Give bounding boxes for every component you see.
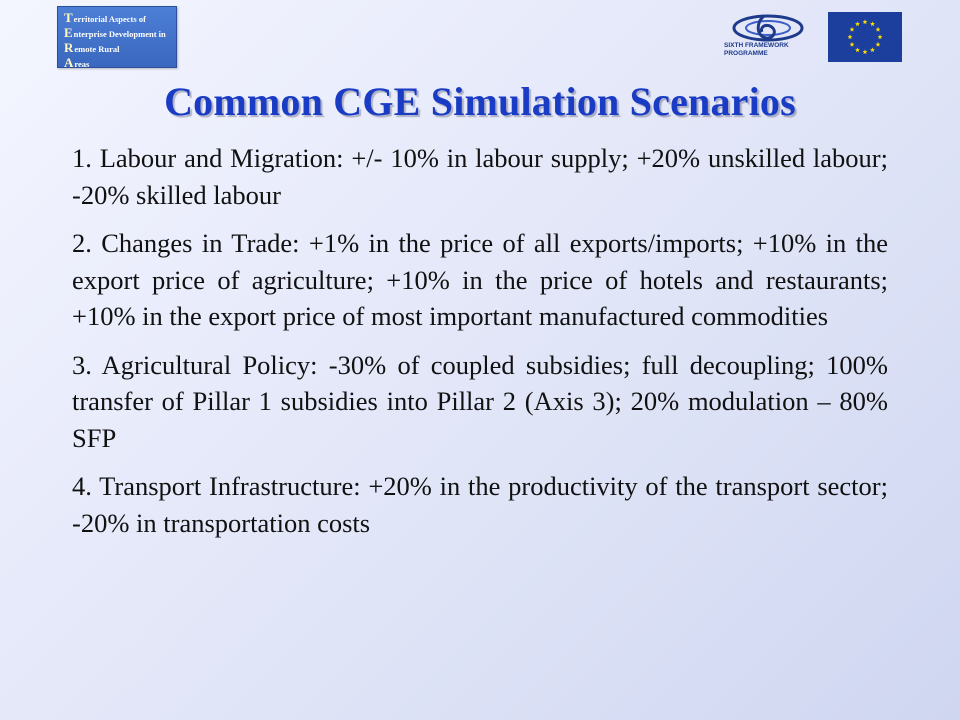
scenario-item-4: 4. Transport Infrastructure: +20% in the productivity of the transport sector; -20% in transportation costs xyxy=(72,471,888,538)
eu-flag-icon xyxy=(828,12,902,62)
sixth-framework-logo-icon xyxy=(718,10,818,70)
scenario-item-2: 2. Changes in Trade: +1% in the price of all exports/imports; +10% in the export price of agriculture; +10% in the price of hotels and restaurants; +10% in the export price of most important manufactured commodities xyxy=(72,228,888,331)
page-title: Common CGE Simulation Scenarios xyxy=(164,79,796,124)
tera-logo-line-3: Remote Rural xyxy=(64,40,120,55)
tera-logo-line-1: Territorial Aspects of xyxy=(64,10,146,25)
scenario-item-3: 3. Agricultural Policy: -30% of coupled subsidies; full decoupling; 100% transfer of Pillar 1 subsidies into Pillar 2 (Axis 3); 20% modulation – 80% SFP xyxy=(72,349,888,453)
scenario-item-1: 1. Labour and Migration: +/- 10% in labour supply; +20% unskilled labour; -20% skilled labour xyxy=(72,143,888,210)
scenario-list xyxy=(72,140,888,553)
tera-logo-line-2: Enterprise Development in xyxy=(64,25,166,40)
framework-logo-text: SIXTH FRAMEWORK PROGRAMME xyxy=(724,42,789,57)
tera-logo-line-4: Areas xyxy=(64,55,90,70)
tera-logo xyxy=(57,6,177,68)
